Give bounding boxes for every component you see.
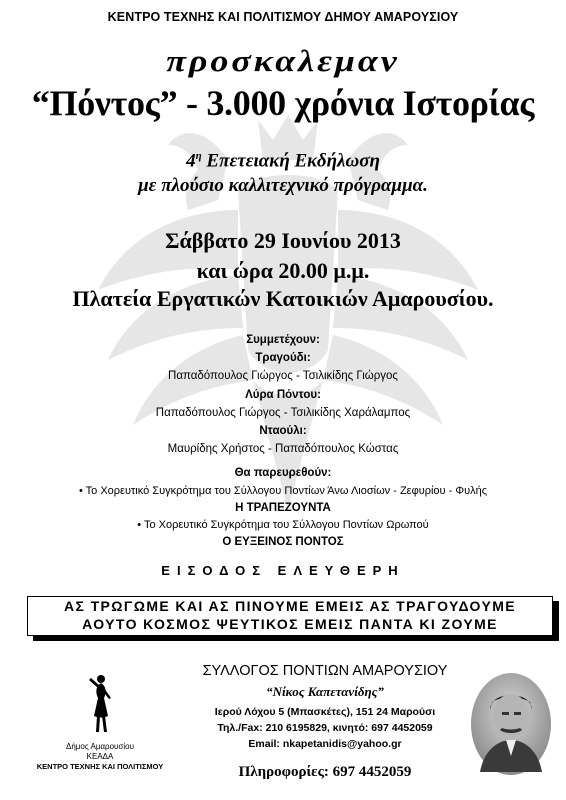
municipality-logo (30, 670, 170, 780)
lyra-names: Παπαδόπουλος Γιώργος - Τσιλικίδης Χαράλαμπος (155, 407, 411, 419)
motto-line-2: ΑΟΥΤΟ ΚΟΣΜΟΣ ΨΕΥΤΙΚΟΣ ΕΜΕΙΣ ΠΑΝΤΑ ΚΙ ΖΟΥΜΕ (82, 616, 498, 632)
logo-line-3: ΚΕΝΤΡΟ ΤΕΧΝΗΣ ΚΑΙ ΠΟΛΙΤΙΣΜΟΥ (36, 762, 164, 771)
attending-group-2: • Το Χορευτικό Συγκρότημα του Σύλλογου Ποντίων Ωρωπού (137, 519, 429, 531)
lyra-label: Λύρα Πόντου: (245, 389, 321, 401)
club-subtitle: “Νίκος Καπετανίδης” (266, 684, 384, 699)
event-time: και ώρα 20.00 μ.μ. (196, 258, 370, 283)
event-place: Πλατεία Εργατικών Κατοικιών Αμαρουσίου. (72, 286, 494, 311)
anniversary-text: Επετειακή Εκδήλωση (201, 150, 380, 172)
portrait-photo (470, 672, 552, 776)
attending-group-1: • Το Χορευτικό Συγκρότημα του Σύλλογου Ποντίων Άνω Λιοσίων - Ζεφυρίου - Φυλής (78, 485, 488, 497)
motto-line-1: ΑΣ ΤΡΩΓΩΜΕ ΚΑΙ ΑΣ ΠΙΝΟΥΜΕ ΕΜΕΙΣ ΑΣ ΤΡΑΓΟΥΔΟΥΜΕ (63, 598, 517, 614)
invitation-heading: προσκαλεμαν (166, 44, 400, 78)
club-email[interactable]: Email: nkapetanidis@yahoo.gr (248, 738, 402, 750)
song-label: Τραγούδι: (255, 352, 311, 364)
event-title: “Πόντος” - 3.000 χρόνια Ιστορίας (31, 83, 535, 123)
motto-banner (27, 596, 553, 636)
club-phone: Τηλ./Fax: 210 6195829, κινητό: 697 4452059 (217, 722, 433, 734)
logo-line-1: Δήμος Αμαρουσίου (66, 742, 134, 751)
event-date: Σάββατο 29 Ιουνίου 2013 (165, 228, 401, 253)
anniversary-line (0, 150, 566, 172)
anniversary-number: 4 (186, 150, 196, 172)
participants-heading: Συμμετέχουν: (246, 334, 320, 346)
attending-heading: Θα παρευρεθούν: (234, 467, 332, 479)
attending-group-2-name: Ο ΕΥΞΕΙΝΟΣ ΠΟΝΤΟΣ (222, 536, 344, 548)
dancer-figure-icon (86, 672, 116, 734)
club-name: ΣΥΛΛΟΓΟΣ ΠΟΝΤΙΩΝ ΑΜΑΡΟΥΣΙΟΥ (202, 663, 448, 679)
organization-header: ΚΕΝΤΡΟ ΤΕΧΝΗΣ ΚΑΙ ΠΟΛΙΤΙΣΜΟΥ ΔΗΜΟΥ ΑΜΑΡΟΥΣΙΟΥ (107, 10, 459, 24)
free-entry: ΕΙΣΟΔΟΣ ΕΛΕΥΘΕΡΗ (161, 563, 405, 578)
anniversary-sup: η (195, 150, 202, 162)
daouli-label: Νταούλι: (259, 425, 307, 437)
club-address: Ιερού Λόχου 5 (Μπασκέτες), 151 24 Μαρούσι (214, 706, 436, 718)
attending-group-1-name: Η ΤΡΑΠΕΖΟΥΝΤΑ (235, 502, 331, 514)
song-names: Παπαδόπουλος Γιώργος - Τσιλικίδης Γιώργος (168, 370, 398, 382)
daouli-names: Μαυρίδης Χρήστος - Παπαδόπουλος Κώστας (167, 443, 399, 455)
logo-line-2: ΚΕΑΔΑ (86, 752, 114, 761)
club-info: Πληροφορίες: 697 4452059 (238, 764, 412, 780)
program-line: με πλούσιο καλλιτεχνικό πρόγραμμα. (138, 175, 428, 196)
